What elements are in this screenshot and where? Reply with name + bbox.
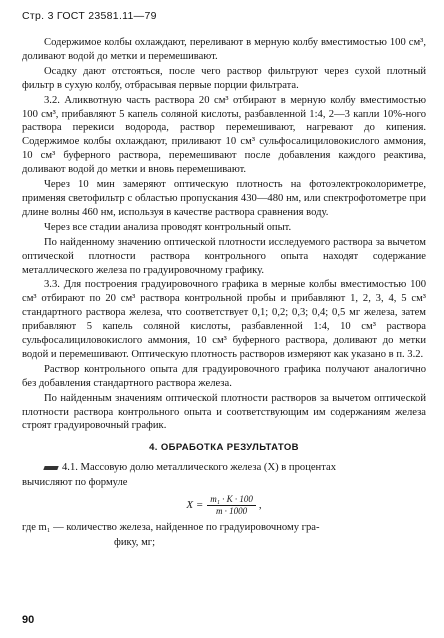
margin-mark-icon xyxy=(43,466,58,470)
paragraph: По найденному значению оптической плотности исследуемого раствора за вычетом оптической плотности раствора контрольного опыта находят содержание металлического железа по градуировочному графику. xyxy=(22,236,426,276)
section-title: 4. ОБРАБОТКА РЕЗУЛЬТАТОВ xyxy=(149,442,299,454)
paragraph-4-1 xyxy=(22,461,426,475)
paragraph: Содержимое колбы охлаждают, переливают в мерную колбу вместимостью 100 см³, доливают водой до метки и перемешивают. xyxy=(22,37,426,62)
paragraph: 3.2. Аликвотную часть раствора 20 см³ отбирают в мерную колбу вместимостью 100 см³, прибавляют 5 капель соляной кислоты, разбавленной 1:4, 2—3 капли 10%-ного раствора перекиси водорода, раствор перемешивают, нагревают до кипения. Содержимое колбы охлаждают, приливают 10 см³ сульфосалициловокислого аммония, 10 см³ буферного раствора, перемешивают после добавления каждого реактива, доливают водой до метки и вновь перемешивают. xyxy=(22,94,426,176)
paragraph: По найденным значениям оптической плотности растворов за вычетом оптической плотности раствора контрольного опыта и соответствующим им содержаниям железа строят градуировочный график. xyxy=(22,392,426,432)
formula-tail: , xyxy=(258,498,262,511)
formula-numerator: m₁ · K · 100 xyxy=(207,494,256,506)
paragraph: Раствор контрольного опыта для градуировочного графика получают аналогично без добавления стандартного раствора железа. xyxy=(22,363,426,389)
formula xyxy=(22,494,426,517)
formula-fraction xyxy=(207,494,256,517)
paragraph: Через 10 мин замеряют оптическую плотность на фотоэлектроколориметре, применяя светофильтр с областью пропускания 430—480 нм, или спектрофотометре при длине волны 460 нм, используя в качестве раствора сравнения воду. xyxy=(22,179,426,218)
where-clause: где m₁ — количество железа, найденное по градуировочному гра- xyxy=(22,522,320,534)
formula-lhs: X = xyxy=(186,498,204,511)
paragraph-4-1-cont: вычисляют по формуле xyxy=(22,477,128,489)
paragraph: Через все стадии анализа проводят контрольный опыт. xyxy=(44,221,292,233)
page-number: 90 xyxy=(22,614,35,626)
paragraph: 3.3. Для построения градуировочного графика в мерные колбы вместимостью 100 см³ отбирают по 20 см³ раствора контрольной пробы и прибавляют 1, 2, 3, 4, 5 см³ стандартного раствора железа, что соответствует 0,1; 0,2; 0,3; 0,4; 0,5 мг железа, затем прибавляют 5 капель соляной кислоты, разбавленной 1:4, 10 см³ раствора сульфосалициловокислого аммония, 10 см³ буферного раствора, доливают до метки водой и перемешивают. Оптическую плотность растворов измеряют как указано в п. 3.2. xyxy=(22,279,426,360)
formula-denominator: m · 1000 xyxy=(215,506,248,517)
where-clause-cont: фику, мг; xyxy=(114,537,156,548)
paragraph: Осадку дают отстояться, после чего раствор фильтруют через сухой плотный фильтр в сухую колбу, отбрасывая первые порции фильтрата. xyxy=(22,65,426,91)
page-header: Стр. 3 ГОСТ 23581.11—79 xyxy=(22,10,157,22)
document-body xyxy=(22,36,426,551)
paragraph-4-1-line1: 4.1. Массовую долю металлического железа (X) в процентах xyxy=(62,462,336,474)
